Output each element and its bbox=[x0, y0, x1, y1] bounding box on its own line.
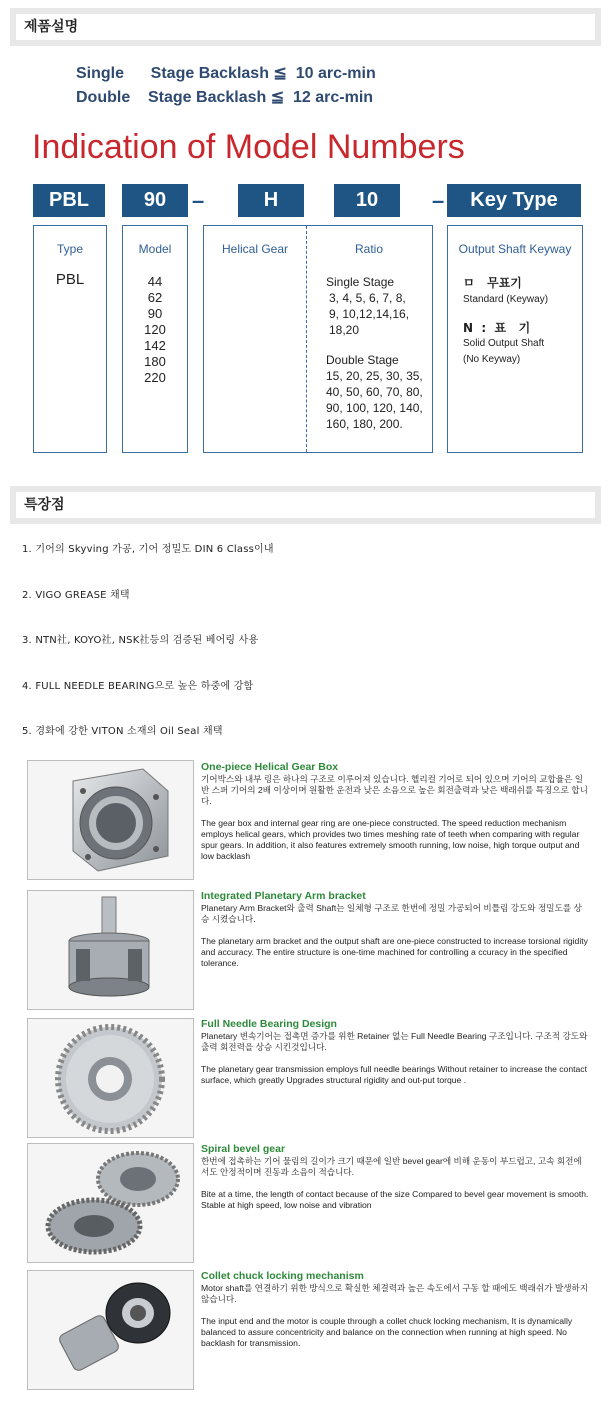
feature-item: 1. 기어의 Skyving 가공, 기어 정밀도 DIN 6 Class이내 bbox=[22, 544, 274, 555]
ratio-line: 9, 10,12,14,16, bbox=[329, 307, 410, 321]
type-value: PBL bbox=[55, 271, 85, 288]
card-text bbox=[201, 1283, 589, 1360]
model-values bbox=[123, 274, 187, 386]
card-title: Spiral bevel gear bbox=[201, 1143, 286, 1155]
gear-ratio-box bbox=[203, 225, 433, 453]
n-code: N : 표 기 bbox=[463, 321, 531, 335]
collet-chuck-image bbox=[27, 1270, 194, 1390]
code-model: 90 bbox=[122, 184, 188, 217]
card-text-english: The planetary gear transmission employs full needle bearings Without retainer to increase the contact surface, which greatly Upgrades structural rigidity and out-put torque . bbox=[201, 1064, 587, 1085]
single-stage-label: Single Stage bbox=[326, 275, 395, 289]
card-text bbox=[201, 1031, 589, 1097]
section-title: 특장점 bbox=[16, 492, 595, 518]
code-type: PBL bbox=[33, 184, 105, 217]
card-text-english: The planetary arm bracket and the output shaft are one-piece constructed to increase torsional rigidity and accuracy. The entire structure is one-time machined for controlling a ccuracy in the specified tolerance. bbox=[201, 936, 588, 968]
card-text-korean: Motor shaft를 연결하기 위한 방식으로 확실한 체결력과 높은 속도에서 구동 할 때에도 백래쉬가 발생하지 않습니다. bbox=[201, 1283, 589, 1304]
feature-item: 4. FULL NEEDLE BEARING으로 높은 하중에 강함 bbox=[22, 681, 254, 692]
feature-item: 5. 경화에 강한 VITON 소재의 Oil Seal 채택 bbox=[22, 726, 223, 737]
model-title: Model bbox=[138, 242, 172, 256]
divider bbox=[306, 226, 307, 452]
gearbox-image bbox=[27, 760, 194, 880]
model-value: 44 bbox=[147, 274, 163, 289]
model-value: 120 bbox=[144, 322, 166, 337]
needle-bearing-gear-image bbox=[27, 1018, 194, 1138]
ratio-line: 18,20 bbox=[329, 323, 360, 337]
planetary-arm-image bbox=[27, 890, 194, 1010]
card-title: Integrated Planetary Arm bracket bbox=[201, 890, 366, 902]
keyway-box bbox=[447, 225, 583, 453]
ratio-title: Ratio bbox=[354, 242, 383, 256]
product-description-header bbox=[10, 8, 601, 46]
standard-code: ㅁ 무표기 bbox=[463, 276, 522, 290]
keyway-title: Output Shaft Keyway bbox=[458, 242, 572, 256]
model-value: 220 bbox=[144, 370, 166, 385]
model-value: 90 bbox=[147, 306, 163, 321]
ratio-line: 40, 50, 60, 70, 80, bbox=[326, 385, 423, 399]
card-text-korean: Planetary Arm Bracket와 출력 Shaft는 일체형 구조로 한번에 정밀 가공되어 비틀림 강도와 정밀도를 상승 시켰습니다. bbox=[201, 903, 582, 924]
card-text-korean: 한번에 접촉하는 기어 물림의 길이가 크기 때문에 일반 bevel gear에 비해 운동이 부드럽고, 고속 회전에서도 안정적이며 진동과 소음이 적습니다. bbox=[201, 1156, 582, 1177]
ratio-line: 90, 100, 120, 140, bbox=[326, 401, 423, 415]
ratio-line: 160, 180, 200. bbox=[326, 417, 403, 431]
model-box bbox=[122, 225, 188, 453]
ratio-single-stage bbox=[326, 274, 409, 338]
n-desc: (No Keyway) bbox=[463, 354, 521, 365]
card-text-korean: 기어박스와 내부 링은 하나의 구조로 이루어져 있습니다. 헬리컬 기어로 되어 있으며 기어의 교합율은 일반 스퍼 기어의 2배 이상이며 원활한 운전과 낮은 소음으로 높은 회전출력과 낮은 백래쉬를 특징으로 합니다. bbox=[201, 774, 588, 806]
feature-item: 2. VIGO GREASE 채택 bbox=[22, 590, 130, 601]
ratio-double-stage bbox=[326, 352, 423, 432]
model-value: 180 bbox=[144, 354, 166, 369]
code-dash: – bbox=[432, 188, 445, 213]
model-value: 142 bbox=[144, 338, 166, 353]
single-stage-backlash: Single Stage Backlash ≦ 10 arc-min bbox=[76, 65, 376, 82]
card-text bbox=[201, 774, 589, 873]
feature-item: 3. NTN社, KOYO社, NSK社등의 검증된 베어링 사용 bbox=[22, 635, 259, 646]
features-header bbox=[10, 486, 601, 524]
type-title: Type bbox=[56, 242, 83, 256]
card-title: Full Needle Bearing Design bbox=[201, 1018, 337, 1030]
card-text-english: Bite at a time, the length of contact because of the size Compared to bevel gear movement is smooth. Stable at high speed, low noise and vibration bbox=[201, 1189, 589, 1210]
code-ratio: 10 bbox=[334, 184, 400, 217]
code-dash: – bbox=[192, 188, 205, 213]
ratio-line: 15, 20, 25, 30, 35, bbox=[326, 369, 423, 383]
code-gear: H bbox=[238, 184, 304, 217]
card-title: One-piece Helical Gear Box bbox=[201, 761, 339, 773]
card-text bbox=[201, 903, 589, 980]
card-text bbox=[201, 1156, 589, 1222]
helical-title: Helical Gear bbox=[221, 242, 289, 256]
model-value: 62 bbox=[147, 290, 163, 305]
card-text-english: The input end and the motor is couple through a collet chuck locking mechanism, It is dynamically balanced to assure concentricity and balance on the connection when running at high speed. No backlash for transmission. bbox=[201, 1316, 573, 1348]
n-desc: Solid Output Shaft bbox=[463, 338, 545, 349]
ratio-line: 3, 4, 5, 6, 7, 8, bbox=[329, 291, 406, 305]
card-text-english: The gear box and internal gear ring are one-piece constructed. The speed reduction mechanism employs helical gears, which provides two times meshing rate of teeth when comparing with regular spur gears. In addition, it also features extremely smooth running, low noise, high torque output and low backlash bbox=[201, 818, 580, 861]
spiral-bevel-gear-image bbox=[27, 1143, 194, 1263]
double-stage-label: Double Stage bbox=[326, 353, 399, 367]
standard-desc: Standard (Keyway) bbox=[463, 294, 549, 305]
card-title: Collet chuck locking mechanism bbox=[201, 1270, 364, 1282]
double-stage-backlash: Double Stage Backlash ≦ 12 arc-min bbox=[76, 89, 374, 106]
code-key-type: Key Type bbox=[447, 184, 581, 217]
section-title: 제품설명 bbox=[16, 14, 595, 40]
model-numbers-heading: Indication of Model Numbers bbox=[32, 128, 465, 166]
card-text-korean: Planetary 변속기어는 접촉면 증가를 위한 Retainer 없는 Full Needle Bearing 구조입니다. 구조적 강도와 출력 회전력을 상승 시킨것입니다. bbox=[201, 1031, 588, 1052]
type-box bbox=[33, 225, 107, 453]
